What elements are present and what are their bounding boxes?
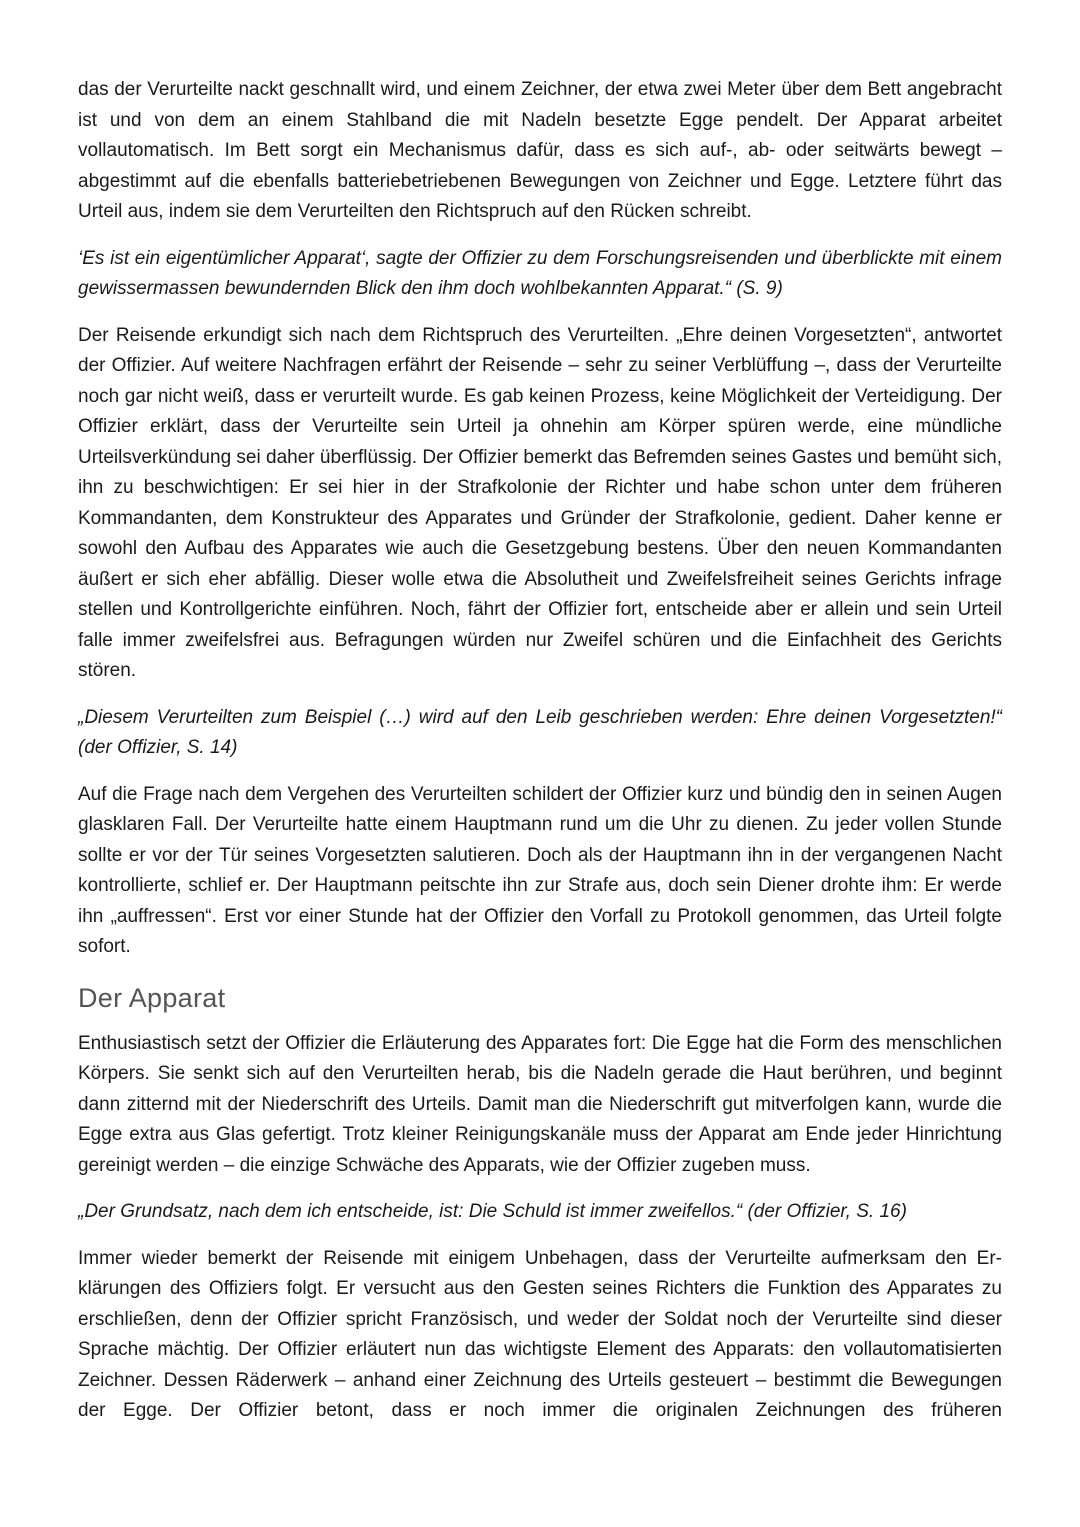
paragraph-richtspruch: Der Reisende erkundigt sich nach dem Richtspruch des Verurteilten. „Ehre deinen Vorgesetzten“, antwortet der Offizier. Auf weitere Nachfragen erfährt der Reisende – sehr zu seiner Verblüffung –, dass der Verurteilte noch gar nicht weiß, dass er verurteilt wurde. Es gab keinen Prozess, keine Möglichkeit der Verteidigung. Der Offizier erklärt, dass der Verurteilte sein Urteil ja ohnehin am Körper spüren werde, eine mündliche Urteilsverkündung sei daher überflüssig. Der Offizier bemerkt das Befremden seines Gastes und bemüht sich, ihn zu beschwichtigen: Er sei hier in der Strafkolonie der Richter und habe schon unter dem früheren Kommandanten, dem Konstrukteur des Apparates und Gründer der Strafkolonie, gedient. Daher kenne er sowohl den Aufbau des Apparates wie auch die Gesetzgebung bestens. Über den neuen Kommandanten äußert er sich eher abfällig. Dieser wolle etwa die Absolutheit und Zweifelsfreiheit seines Gerichts infrage stellen und Kontrollgerichte einführen. Noch, fährt der Offizier fort, entscheide aber er allein und sein Urteil falle immer zweifelsfrei aus. Befragungen würden nur Zweifel schüren und die Einfachheit des Gerichts stören. [78, 324, 1002, 681]
section-heading-der-apparat: Der Apparat [78, 982, 226, 1013]
paragraph-apparatus-intro: das der Verurteilte nackt geschnallt wird, und einem Zeichner, der etwa zwei Meter über dem Bett angebracht ist und von dem an einem Stahlband die mit Nadeln besetzte Egge pendelt. Der Apparat arbeitet vollautomatisch. Im Bett sorgt ein Mechanismus dafür, dass es sich auf-, ab- oder seitwärts bewegt – abgestimmt auf die ebenfalls batteriebetriebenen Bewegungen von Zeichner und Egge. Letztere führt das Urteil aus, indem sie dem Verurteilten den Richtspruch auf den Rücken schreibt. [78, 79, 1002, 222]
quote-ehre-deinen-vorgesetzten: „Diesem Verurteilten zum Beispiel (…) wird auf den Leib geschrieben werden: Ehre deinen Vorgesetzten!“ (der Offizier, S. 14) [78, 706, 1002, 758]
quote-eigentuemlicher-apparat: ‘Es ist ein eigentümlicher Apparat‘, sagte der Offizier zu dem Forschungsreisenden und überblickte mit einem gewissermassen bewundernden Blick den ihm doch wohlbekannten Apparat.“ (S. 9) [78, 247, 1002, 299]
paragraph-egge: Enthusiastisch setzt der Offizier die Erläuterung des Apparates fort: Die Egge hat die Form des menschlichen Körpers. Sie senkt sich auf den Verurteilten herab, bis die Nadeln gerade die Haut berühren, und beginnt dann zitternd mit der Niederschrift des Urteils. Damit man die Niederschrift gut mitverfolgen kann, wurde die Egge extra aus Glas gefertigt. Trotz kleiner Reinigungskanäle muss der Apparat am Ende jeder Hinrichtung gereinigt werden – die einzige Schwäche des Apparats, wie der Offizier zugeben muss. [78, 1032, 1002, 1176]
quote-grundsatz: „Der Grundsatz, nach dem ich entscheide, ist: Die Schuld ist immer zweifellos.“ (der Offizier, S. 16) [78, 1201, 907, 1222]
paragraph-vergehen: Auf die Frage nach dem Vergehen des Verurteilten schildert der Offizier kurz und bündig den in seinen Augen glasklaren Fall. Der Verurteilte hatte einem Hauptmann rund um die Uhr zu dienen. Zu jeder vollen Stunde sollte er vor der Tür seines Vorgesetzten salutieren. Doch als der Hauptmann ihn in der vergangenen Nacht kontrollierte, schlief er. Der Hauptmann peitschte ihn zur Strafe aus, doch sein Diener drohte ihm: Er werde ihn „auffressen“. Erst vor einer Stunde hat der Offizier den Vorfall zu Protokoll genommen, das Urteil folgte sofort. [78, 783, 1002, 957]
paragraph-zeichner: Immer wieder bemerkt der Reisende mit einigem Unbehagen, dass der Verurteilte aufmerksam den Erklärungen des Offiziers folgt. Er versucht aus den Gesten seines Richters die Funktion des Apparates zu erschließen, denn der Offizier spricht Französisch, und weder der Soldat noch der Verurteilte sind dieser Sprache mächtig. Der Offizier erläutert nun das wichtigste Element des Apparats: den vollautomatisierten Zeichner. Dessen Räderwerk – anhand einer Zeichnung des Urteils gesteuert – bestimmt die Bewegungen der Egge. Der Offizier betont, dass er noch immer die originalen Zeichnungen des früheren [78, 1247, 1002, 1421]
